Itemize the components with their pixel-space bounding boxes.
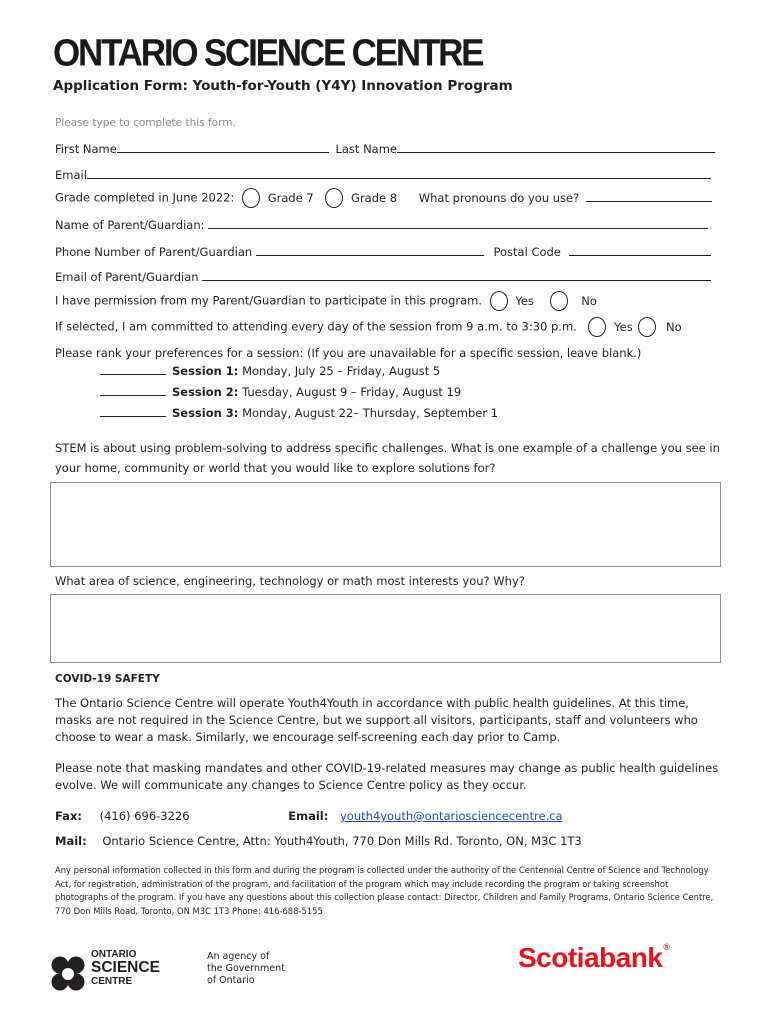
first-name-field[interactable]	[117, 140, 329, 153]
sessions-intro: Please rank your preferences for a session: (If you are unavailable for a specific session, leave blank.)	[55, 346, 642, 360]
session-3-rank-field[interactable]	[100, 406, 166, 417]
grade-8-radio[interactable]	[325, 188, 343, 208]
page-title: ONTARIO SCIENCE CENTRE	[53, 32, 483, 75]
grade-7-radio[interactable]	[242, 188, 260, 208]
parent-name-field[interactable]	[208, 216, 708, 229]
permission-no-radio[interactable]	[550, 291, 568, 311]
agency-text	[207, 951, 285, 987]
form-hint: Please type to complete this form.	[55, 117, 236, 129]
first-name-label: First Name	[55, 142, 117, 156]
permission-row	[55, 291, 597, 311]
sponsor-name: Scotiabank	[518, 942, 663, 973]
sponsor-logo	[518, 942, 670, 974]
osc-logo-icon	[48, 954, 88, 994]
session-2-label: Session 2:	[172, 385, 239, 399]
permission-yes-radio[interactable]	[490, 291, 508, 311]
commit-label: If selected, I am committed to attending every day of the session from 9 a.m. to 3:30 p.m.	[55, 319, 577, 334]
mail-address: Ontario Science Centre, Attn: Youth4Youth, 770 Don Mills Rd. Toronto, ON, M3C 1T3	[102, 834, 582, 848]
session-2-dates: Tuesday, August 9 – Friday, August 19	[242, 385, 462, 399]
parent-phone-field[interactable]	[256, 243, 484, 256]
session-2-row	[100, 385, 461, 399]
fax-row	[55, 809, 563, 823]
pronouns-label: What pronouns do you use?	[418, 190, 580, 205]
postal-code-field[interactable]	[569, 243, 711, 256]
permission-yes-label: Yes	[515, 293, 534, 308]
grade-8-label: Grade 8	[351, 190, 398, 205]
fax-number: (416) 696-3226	[99, 809, 190, 823]
question-2-textbox[interactable]	[50, 594, 721, 663]
agency-line-3: of Ontario	[207, 975, 255, 986]
grade-row	[55, 188, 712, 208]
permission-label: I have permission from my Parent/Guardian to participate in this program.	[55, 293, 483, 308]
covid-heading: COVID-19 SAFETY	[55, 673, 160, 685]
osc-logo-line3: CENTRE	[91, 976, 133, 987]
fax-label: Fax:	[55, 809, 82, 823]
osc-logo-line2: SCIENCE	[91, 959, 160, 976]
question-1-textbox[interactable]	[50, 482, 721, 567]
privacy-notice: Any personal information collected in this form and during the program is collected under the authority of the Centennial Centre of Science and Technology Act, for registration, administration of the program, and facilitation of the program which may include recording the program or taking screenshot photographs of the program. If you have any questions about this collection please contact: Director, Children and Family Programs, Ontario Science Centre, 770 Don Mills Road, Toronto, ON M3C 1T3 Phone: 416-688-5155	[55, 865, 714, 916]
commit-row	[55, 317, 682, 337]
email-label: Email	[55, 168, 87, 182]
session-1-row	[100, 364, 440, 378]
mail-row	[55, 834, 582, 848]
grade-label: Grade completed in June 2022:	[55, 190, 235, 205]
question-1: STEM is about using problem-solving to address specific challenges. What is one example of a challenge you see in your home, community or world that you would like to explore solutions for?	[55, 441, 720, 475]
parent-name-row	[55, 216, 708, 232]
mail-label: Mail:	[55, 834, 87, 848]
session-3-row	[100, 406, 498, 420]
last-name-label: Last Name	[335, 142, 397, 156]
agency-line-1: An agency of	[207, 951, 270, 962]
email-field[interactable]	[87, 166, 711, 179]
commit-no-radio[interactable]	[638, 317, 656, 337]
parent-phone-label: Phone Number of Parent/Guardian	[55, 245, 253, 259]
session-1-label: Session 1:	[172, 364, 239, 378]
session-3-dates: Monday, August 22– Thursday, September 1	[242, 406, 499, 420]
session-2-rank-field[interactable]	[100, 385, 166, 396]
agency-line-2: the Government	[207, 963, 285, 974]
permission-no-label: No	[581, 293, 597, 308]
covid-paragraph-1: The Ontario Science Centre will operate Youth4Youth in accordance with public health guidelines. At this time, masks are not required in the Science Centre, but we support all visitors, participants, staff and volunteers who choose to wear a mask. Similarly, we encourage self-screening each day prior to Camp.	[55, 696, 698, 744]
session-1-rank-field[interactable]	[100, 364, 166, 375]
session-3-label: Session 3:	[172, 406, 239, 420]
grade-7-label: Grade 7	[267, 190, 314, 205]
parent-name-label: Name of Parent/Guardian:	[55, 218, 205, 232]
commit-yes-label: Yes	[614, 319, 633, 334]
pronouns-field[interactable]	[586, 189, 712, 202]
contact-email-link[interactable]: youth4youth@ontariosciencecentre.ca	[339, 809, 563, 823]
commit-yes-radio[interactable]	[588, 317, 606, 337]
commit-no-label: No	[666, 319, 682, 334]
question-2: What area of science, engineering, technology or math most interests you? Why?	[55, 574, 525, 588]
email-row	[55, 166, 711, 182]
name-row	[55, 140, 715, 156]
form-subtitle: Application Form: Youth-for-Youth (Y4Y) Innovation Program	[53, 78, 513, 94]
last-name-field[interactable]	[397, 140, 715, 153]
postal-code-label: Postal Code	[493, 245, 561, 259]
parent-email-label: Email of Parent/Guardian	[55, 270, 199, 284]
osc-logo-line1: ONTARIO	[91, 949, 137, 960]
covid-paragraph-2: Please note that masking mandates and other COVID-19-related measures may change as public health guidelines evolve. We will communicate any changes to Science Centre policy as they occur.	[55, 761, 719, 792]
parent-phone-row	[55, 243, 711, 259]
email-contact-label: Email:	[288, 809, 329, 823]
sponsor-mark: ®	[663, 942, 670, 952]
session-1-dates: Monday, July 25 – Friday, August 5	[242, 364, 441, 378]
parent-email-row	[55, 268, 711, 284]
parent-email-field[interactable]	[202, 268, 711, 281]
